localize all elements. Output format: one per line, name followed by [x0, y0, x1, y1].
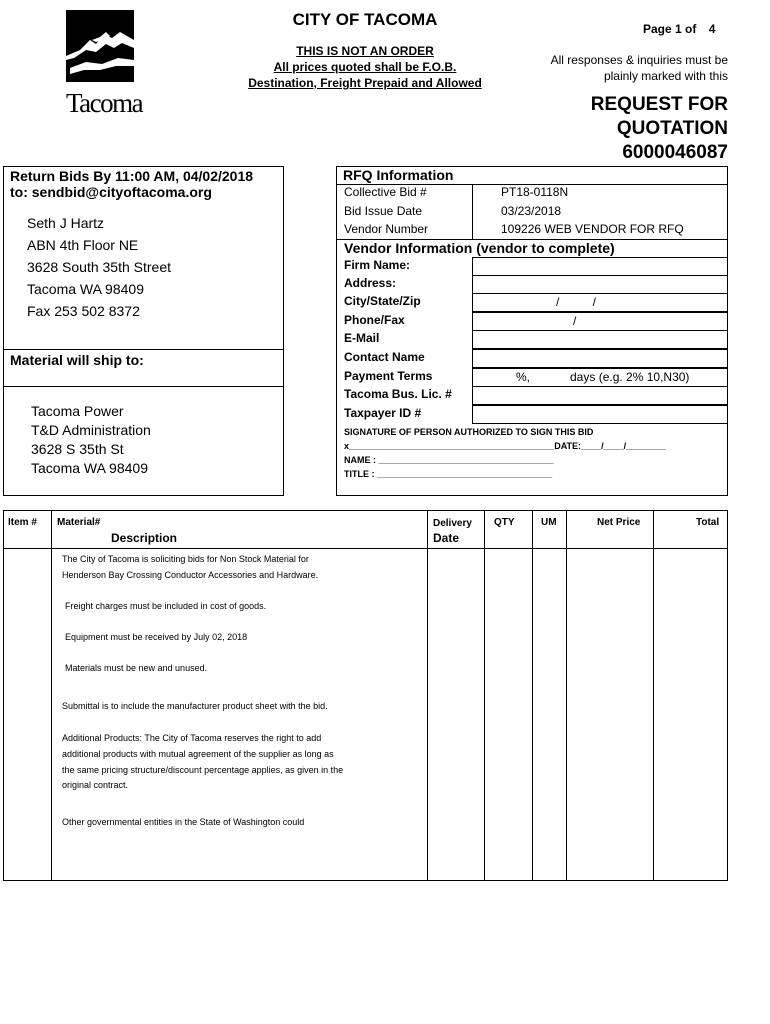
ship-to-address: [31, 402, 151, 478]
logo-text: Tacoma: [66, 88, 143, 118]
vendor-label-phone-fax: Phone/Fax: [344, 313, 405, 327]
return-address-line: Seth J Hartz: [27, 215, 105, 231]
divider: [3, 349, 284, 350]
city-state-zip-field[interactable]: [472, 293, 728, 312]
title-line[interactable]: TITLE : ___________________________________: [344, 469, 553, 479]
vendor-label-city-state-zip: City/State/Zip: [344, 294, 421, 308]
page-title: CITY OF TACOMA: [292, 10, 438, 29]
ship-to-line: Tacoma Power: [31, 403, 124, 419]
description-line: the same pricing structure/discount percentage applies, as given in the: [62, 765, 344, 775]
mountain-icon: [66, 10, 134, 82]
signature-line[interactable]: x_________________________________________DATE:____/____/________: [344, 441, 667, 451]
vendor-label-taxpayer-id: Taxpayer ID #: [344, 406, 422, 420]
col-item: Item #: [8, 517, 37, 528]
rfq-title-line-2: QUOTATION: [616, 118, 728, 139]
return-bids-email: to: sendbid@cityoftacoma.org: [10, 184, 212, 200]
fob-line-1: All prices quoted shall be F.O.B.: [273, 60, 457, 74]
column-divider: [51, 510, 52, 881]
return-address-line: ABN 4th Floor NE: [27, 237, 139, 253]
rfq-value-issue-date: 03/23/2018: [501, 204, 562, 218]
description-line: Additional Products: The City of Tacoma reserves the right to add: [62, 733, 322, 743]
vendor-label-business-license: Tacoma Bus. Lic. #: [344, 387, 452, 401]
name-line[interactable]: NAME : ___________________________________: [344, 455, 554, 465]
col-total: Total: [696, 517, 720, 528]
description-line: The City of Tacoma is soliciting bids for Non Stock Material for: [62, 554, 309, 564]
return-bids-deadline: Return Bids By 11:00 AM, 04/02/2018: [10, 168, 254, 184]
ship-to-line: 3628 S 35th St: [31, 441, 124, 457]
payment-terms-value: %, days (e.g. 2% 10,N30): [516, 370, 690, 384]
business-license-field[interactable]: [472, 386, 728, 405]
vendor-label-contact-name: Contact Name: [344, 350, 425, 364]
table-header-divider: [3, 548, 728, 549]
rfq-title-line-1: REQUEST FOR: [590, 94, 728, 115]
col-um: UM: [541, 517, 557, 528]
description-line: Equipment must be received by July 02, 2018: [65, 632, 248, 642]
rfq-value-collective-bid: PT18-0118N: [501, 185, 569, 199]
description-line: Henderson Bay Crossing Conductor Accessories and Hardware.: [62, 570, 319, 580]
taxpayer-id-field[interactable]: [472, 405, 728, 424]
vendor-label-firm-name: Firm Name:: [344, 258, 411, 272]
rfq-label-vendor-number: Vendor Number: [344, 222, 429, 236]
rfq-info-heading: RFQ Information: [343, 167, 454, 183]
page-total: 4: [708, 22, 716, 36]
column-divider: [427, 510, 428, 881]
rfq-label-issue-date: Bid Issue Date: [344, 204, 423, 218]
vendor-label-email: E-Mail: [344, 331, 380, 345]
column-divider: [566, 510, 567, 881]
fob-line-2: Destination, Freight Prepaid and Allowed: [248, 76, 482, 90]
page-label: Page 1 of: [643, 22, 697, 36]
city-state-zip-value: / /: [556, 295, 597, 309]
description-line: Materials must be new and unused.: [65, 663, 208, 673]
responses-line-2: plainly marked with this: [603, 69, 728, 83]
description-line: Submittal is to include the manufacturer product sheet with the bid.: [62, 701, 328, 711]
signature-heading: SIGNATURE OF PERSON AUTHORIZED TO SIGN THIS BID: [344, 427, 594, 437]
ship-to-line: T&D Administration: [31, 422, 151, 438]
ship-to-heading: Material will ship to:: [10, 352, 144, 368]
phone-fax-field[interactable]: [472, 312, 728, 331]
rfq-label-collective-bid: Collective Bid #: [344, 185, 427, 199]
return-address-line: Tacoma WA 98409: [27, 281, 144, 297]
tacoma-logo: [66, 10, 143, 118]
return-address-line: Fax 253 502 8372: [27, 303, 140, 319]
col-date: Date: [433, 531, 460, 545]
rfq-number: 6000046087: [622, 142, 728, 163]
contact-name-field[interactable]: [472, 349, 728, 368]
page-indicator: [643, 22, 715, 36]
rfq-value-vendor-number: 109226 WEB VENDOR FOR RFQ: [501, 222, 684, 236]
phone-fax-value: /: [573, 314, 577, 328]
firm-name-field[interactable]: [472, 257, 728, 276]
column-divider: [532, 510, 533, 881]
vendor-info-heading: Vendor Information (vendor to complete): [344, 240, 615, 256]
description-line: Other governmental entities in the State of Washington could: [62, 817, 305, 827]
responses-line-1: All responses & inquiries must be: [550, 53, 728, 67]
col-description: Description: [111, 531, 178, 545]
email-field[interactable]: [472, 330, 728, 349]
vendor-label-address: Address:: [344, 276, 397, 290]
col-delivery: Delivery: [433, 518, 472, 529]
column-divider: [472, 184, 473, 240]
vendor-label-payment-terms: Payment Terms: [344, 369, 433, 383]
description-line: original contract.: [62, 780, 129, 790]
ship-to-line: Tacoma WA 98409: [31, 460, 148, 476]
address-field[interactable]: [472, 275, 728, 294]
column-divider: [484, 510, 485, 881]
col-material: Material#: [57, 517, 101, 528]
description-line: additional products with mutual agreement of the supplier as long as: [62, 749, 334, 759]
col-qty: QTY: [494, 517, 515, 528]
not-order-notice: THIS IS NOT AN ORDER: [296, 44, 434, 58]
return-address-line: 3628 South 35th Street: [27, 259, 171, 275]
payment-terms-field[interactable]: [472, 368, 728, 387]
divider: [3, 386, 284, 387]
return-address: [27, 212, 171, 322]
description-line: Freight charges must be included in cost of goods.: [65, 601, 267, 611]
column-divider: [653, 510, 654, 881]
col-net-price: Net Price: [597, 517, 641, 528]
